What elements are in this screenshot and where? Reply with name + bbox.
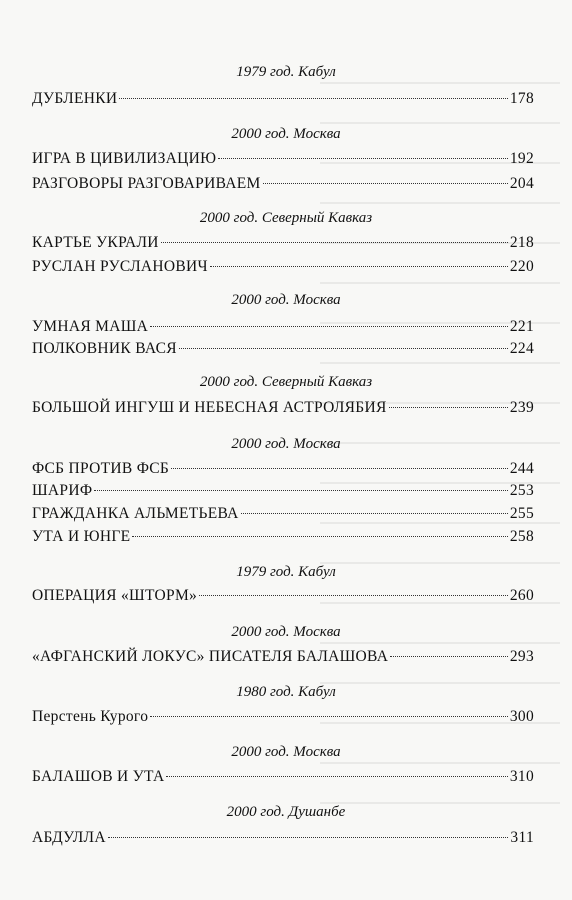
dot-leader [166,776,507,777]
entry-page: 253 [509,482,534,499]
entry-title: Перстень Курого [32,708,149,725]
toc-entry [32,88,534,110]
section-heading: 2000 год. Москва [231,744,341,760]
section-heading: 2000 год. Москва [231,436,341,452]
dot-leader [108,837,509,838]
toc-entry [32,173,534,195]
dot-leader [94,490,507,491]
entry-title: ДУБЛЕНКИ [32,90,118,107]
dot-leader [218,158,507,159]
entry-page: 258 [509,528,534,545]
dot-leader [389,407,508,408]
dot-leader [210,266,508,267]
toc-entry [32,397,534,419]
entry-page: 300 [509,708,534,725]
dot-leader [171,468,508,469]
section-heading: 2000 год. Москва [231,126,341,142]
dot-leader [179,348,508,349]
section-heading: 2000 год. Северный Кавказ [199,210,373,226]
toc-entry [32,148,534,170]
toc-entry [32,232,534,254]
toc-entry [32,458,534,480]
entry-title: БАЛАШОВ И УТА [32,768,165,785]
entry-title: ФСБ ПРОТИВ ФСБ [32,460,170,477]
entry-title: УТА И ЮНГЕ [32,528,131,545]
entry-title: БОЛЬШОЙ ИНГУШ И НЕБЕСНАЯ АСТРОЛЯБИЯ [32,399,387,416]
entry-title: РУСЛАН РУСЛАНОВИЧ [32,258,208,275]
entry-title: РАЗГОВОРЫ РАЗГОВАРИВАЕМ [32,175,261,192]
entry-title: ИГРА В ЦИВИЛИЗАЦИЮ [32,150,217,167]
entry-title: КАРТЬЕ УКРАЛИ [32,234,159,251]
dot-leader [150,326,508,327]
entry-title: АБДУЛЛА [32,829,106,846]
section-heading: 2000 год. Северный Кавказ [199,374,373,390]
toc-entry [32,585,534,607]
toc-entry [32,256,534,278]
section-heading: 2000 год. Москва [231,292,341,308]
dot-leader [241,513,508,514]
entry-page: 255 [509,505,534,522]
dot-leader [263,183,508,184]
toc-entry [32,827,534,849]
toc-entry [32,706,534,728]
toc-entry [32,646,534,668]
entry-page: 244 [509,460,534,477]
dot-leader [132,536,507,537]
entry-page: 178 [509,90,534,107]
section-heading: 1979 год. Кабул [236,64,336,80]
entry-page: 260 [509,587,534,604]
toc-entry [32,480,534,502]
entry-page: 221 [509,318,534,335]
dot-leader [119,98,507,99]
entry-title: ОПЕРАЦИЯ «ШТОРМ» [32,587,198,604]
entry-page: 220 [509,258,534,275]
toc-entry [32,338,534,360]
entry-title: ПОЛКОВНИК ВАСЯ [32,340,177,357]
entry-page: 224 [509,340,534,357]
dot-leader [150,716,508,717]
entry-title: УМНАЯ МАША [32,318,149,335]
entry-title: ГРАЖДАНКА АЛЬМЕТЬЕВА [32,505,239,522]
toc-entry [32,766,534,788]
section-heading: 1979 год. Кабул [236,564,336,580]
dot-leader [199,595,508,596]
toc-entry [32,316,534,338]
dot-leader [390,656,508,657]
entry-title: «АФГАНСКИЙ ЛОКУС» ПИСАТЕЛЯ БАЛАШОВА [32,648,389,665]
section-heading: 1980 год. Кабул [236,684,336,700]
entry-page: 204 [509,175,534,192]
entry-page: 192 [509,150,534,167]
entry-title: ШАРИФ [32,482,93,499]
entry-page: 239 [509,399,534,416]
entry-page: 310 [509,768,534,785]
toc-entry [32,526,534,548]
entry-page: 218 [509,234,534,251]
section-heading: 2000 год. Москва [231,624,341,640]
entry-page: 311 [510,829,534,846]
dot-leader [161,242,508,243]
entry-page: 293 [509,648,534,665]
toc-entry [32,503,534,525]
section-heading: 2000 год. Душанбе [226,804,346,820]
